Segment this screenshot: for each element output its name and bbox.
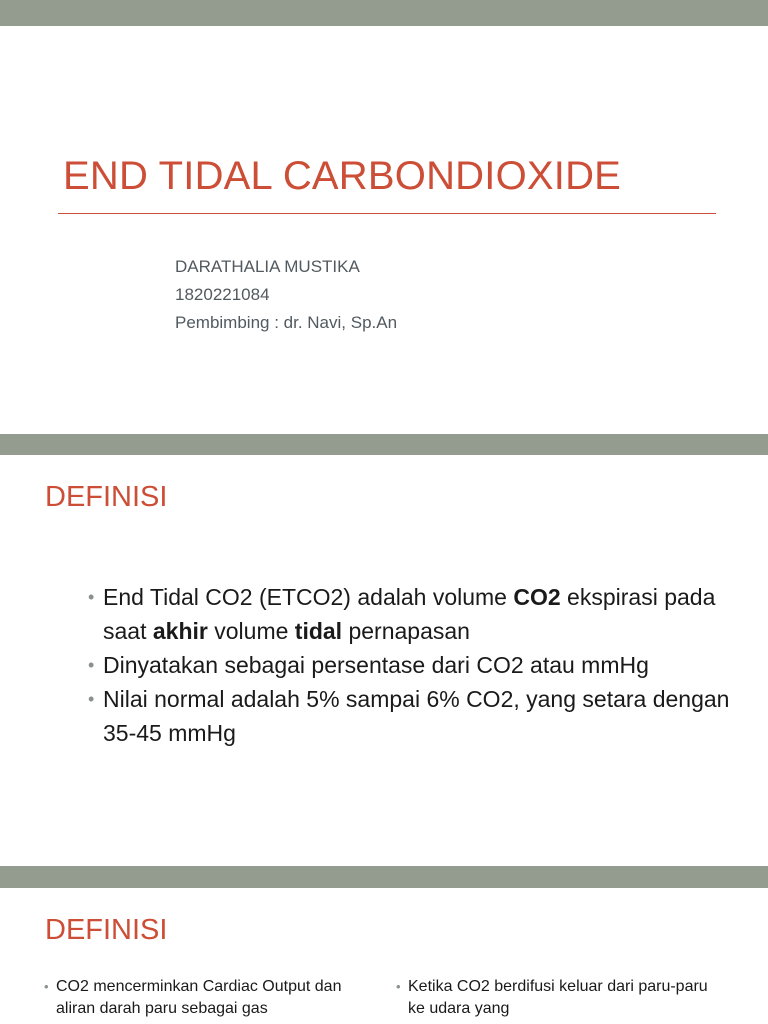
bullet-dot: • [88, 587, 95, 607]
presenter-info [175, 253, 397, 337]
bullet-text: End Tidal CO2 (ETCO2) adalah volume [103, 584, 514, 610]
bullet-item [88, 580, 738, 648]
bullet-dot: • [396, 979, 401, 994]
bullet-text: pernapasan [342, 618, 470, 644]
left-column [44, 976, 374, 1020]
supervisor-line: Pembimbing : dr. Navi, Sp.An [175, 313, 398, 332]
slide-heading: DEFINISI [45, 481, 168, 513]
bullet-dot: • [44, 979, 49, 994]
bullet-item [88, 682, 738, 750]
bullet-text: ekspirasi pada saat [103, 584, 716, 644]
title-slide [0, 26, 768, 434]
definition-slide-2 [0, 888, 768, 1024]
separator-band-1 [0, 434, 768, 455]
bullet-item [396, 976, 726, 1020]
bullet-bold-text: tidal [294, 618, 343, 644]
bullet-list [88, 580, 738, 750]
bullet-item [44, 976, 374, 1020]
bullet-text: Dinyatakan sebagai persentase dari CO2 atau mmHg [103, 652, 649, 678]
top-band [0, 0, 768, 26]
bullet-text: volume [207, 618, 295, 644]
author-name: DARATHALIA MUSTIKA [175, 257, 360, 276]
title-divider [58, 213, 716, 214]
bullet-item [88, 648, 738, 682]
bullet-bold-text: CO2 [513, 584, 561, 610]
bullet-text: Nilai normal adalah 5% sampai 6% CO2, yang setara dengan 35-45 mmHg [103, 686, 730, 746]
separator-band-2 [0, 866, 768, 888]
definition-slide-1 [0, 455, 768, 866]
bullet-bold-text: akhir [152, 618, 208, 644]
bullet-text: Ketika CO2 berdifusi keluar dari paru-paru ke udara yang [408, 978, 708, 1017]
bullet-dot: • [88, 689, 95, 709]
right-column [396, 976, 726, 1020]
slide-title: END TIDAL CARBONDIOXIDE [63, 154, 622, 198]
bullet-dot: • [88, 655, 95, 675]
slide-heading: DEFINISI [45, 914, 168, 946]
bullet-text: CO2 mencerminkan Cardiac Output dan aliran darah paru sebagai gas [56, 978, 342, 1017]
student-id: 1820221084 [175, 285, 270, 304]
